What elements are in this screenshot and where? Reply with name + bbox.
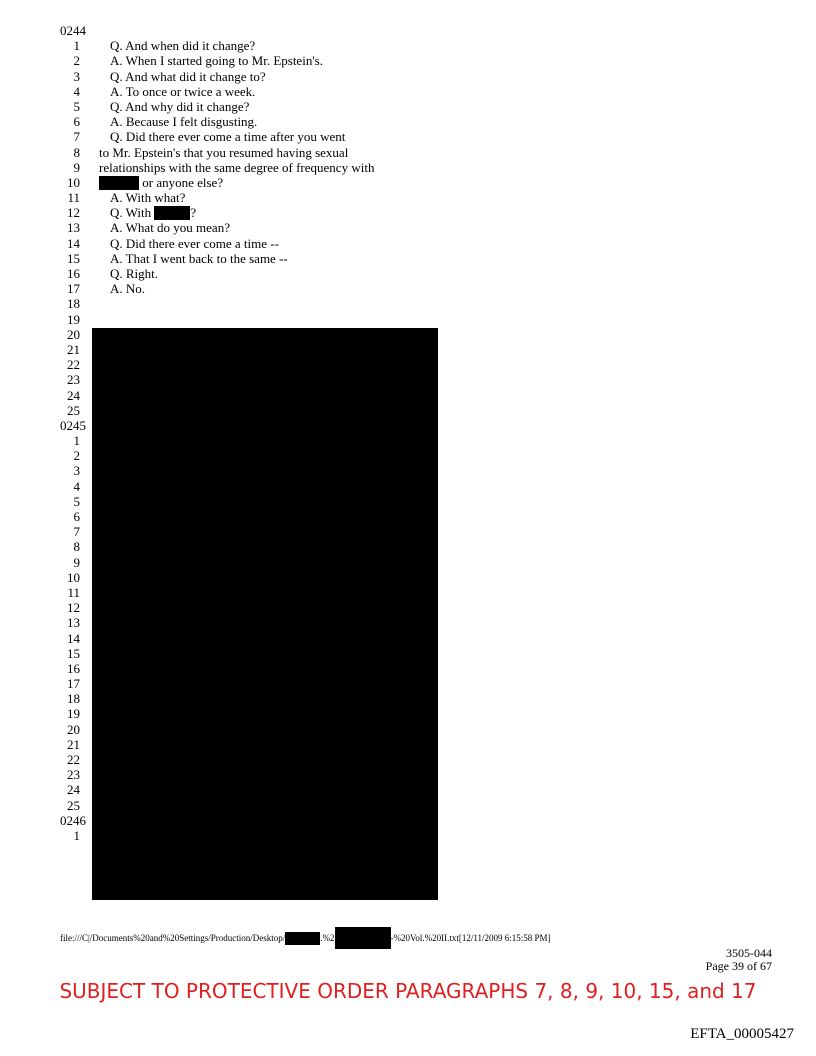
transcript-line bbox=[60, 160, 460, 175]
page-label: Page 39 of 67 bbox=[705, 959, 772, 973]
transcript-line bbox=[60, 53, 460, 68]
transcript-page-number: 0246 bbox=[60, 812, 86, 828]
line-number: 1 bbox=[73, 827, 80, 843]
transcript-line bbox=[60, 266, 460, 281]
line-number: 6 bbox=[73, 114, 80, 130]
transcript-line bbox=[60, 296, 460, 311]
line-number: 7 bbox=[73, 524, 80, 540]
transcript-line bbox=[60, 145, 460, 160]
name-redaction bbox=[154, 206, 190, 220]
line-number: 18 bbox=[67, 691, 80, 707]
line-number: 4 bbox=[73, 83, 80, 99]
line-text-segment: or anyone else? bbox=[139, 174, 224, 190]
line-number: 11 bbox=[67, 190, 80, 206]
transcript-line bbox=[60, 190, 460, 205]
line-number: 13 bbox=[67, 220, 80, 236]
line-text-segment: Q. With bbox=[110, 205, 155, 221]
line-text bbox=[99, 175, 223, 190]
line-text bbox=[110, 205, 196, 220]
transcript-line bbox=[60, 129, 460, 144]
line-number: 23 bbox=[67, 372, 80, 388]
line-number: 1 bbox=[73, 433, 80, 449]
transcript-page-number: 0244 bbox=[60, 23, 86, 38]
line-number: 4 bbox=[73, 478, 80, 494]
transcript-line bbox=[60, 99, 460, 114]
transcript-page-number: 0245 bbox=[60, 417, 86, 433]
line-text: Q. And what did it change to? bbox=[110, 68, 266, 84]
line-number: 3 bbox=[73, 68, 80, 84]
line-number: 16 bbox=[67, 266, 80, 281]
line-number: 15 bbox=[67, 250, 80, 266]
line-text: Q. And why did it change? bbox=[110, 98, 250, 114]
line-number: 12 bbox=[67, 205, 80, 221]
line-number: 18 bbox=[67, 296, 80, 312]
line-number: 21 bbox=[67, 341, 80, 357]
line-number: 9 bbox=[73, 159, 80, 175]
line-text: A. What do you mean? bbox=[110, 220, 230, 236]
transcript-line bbox=[60, 175, 460, 190]
line-text: Q. Did there ever come a time after you went bbox=[110, 129, 346, 145]
line-number: 2 bbox=[73, 53, 80, 69]
transcript-line bbox=[60, 69, 460, 84]
line-number: 22 bbox=[67, 752, 80, 767]
line-number: 21 bbox=[67, 736, 80, 752]
transcript-line bbox=[60, 236, 460, 251]
line-number: 10 bbox=[67, 174, 80, 190]
bates-block bbox=[706, 947, 772, 973]
file-path-mid: .%2 bbox=[320, 933, 335, 943]
line-text: relationships with the same degree of frequency with bbox=[99, 159, 375, 175]
line-number: 25 bbox=[67, 402, 80, 418]
line-number: 1 bbox=[73, 38, 80, 54]
line-number: 14 bbox=[67, 235, 80, 251]
transcript-line bbox=[60, 312, 460, 327]
transcript-line bbox=[60, 114, 460, 129]
line-number: 5 bbox=[73, 493, 80, 509]
line-number: 20 bbox=[67, 721, 80, 737]
line-number: 9 bbox=[73, 554, 80, 570]
name-redaction bbox=[99, 176, 139, 190]
protective-order-notice: SUBJECT TO PROTECTIVE ORDER PARAGRAPHS 7, 8, 9, 10, 15, and 17 bbox=[59, 979, 757, 1003]
line-number: 23 bbox=[67, 767, 80, 783]
transcript-line bbox=[60, 281, 460, 296]
file-path-end: -%20Vol.%20II.txt[12/11/2009 6:15:58 PM] bbox=[390, 933, 551, 943]
line-number: 15 bbox=[67, 645, 80, 661]
line-number: 13 bbox=[67, 615, 80, 631]
path-redaction bbox=[285, 932, 320, 945]
line-number: 6 bbox=[73, 509, 80, 524]
line-number: 22 bbox=[67, 357, 80, 373]
transcript-line bbox=[60, 38, 460, 53]
line-text: Q. And when did it change? bbox=[110, 38, 256, 54]
path-redaction bbox=[335, 927, 391, 949]
transcript-line bbox=[60, 84, 460, 99]
line-number: 14 bbox=[67, 630, 80, 646]
line-number: 11 bbox=[67, 584, 80, 600]
line-number: 17 bbox=[67, 676, 80, 692]
line-number: 16 bbox=[67, 660, 80, 676]
transcript-line bbox=[60, 251, 460, 266]
line-text: A. With what? bbox=[110, 190, 186, 206]
line-number: 19 bbox=[67, 311, 80, 327]
transcript-line bbox=[60, 23, 460, 38]
file-path-start: file:///C|/Documents%20and%20Settings/Production/Desktop/ bbox=[60, 933, 286, 943]
line-text: A. Because I felt disgusting. bbox=[110, 114, 258, 130]
line-number: 24 bbox=[67, 387, 80, 403]
file-path-footer bbox=[60, 927, 551, 949]
line-number: 24 bbox=[67, 782, 80, 798]
line-number: 10 bbox=[67, 569, 80, 585]
bates-number: 3505-044 bbox=[726, 946, 772, 960]
line-number: 5 bbox=[73, 98, 80, 114]
transcript-line bbox=[60, 220, 460, 235]
line-number: 2 bbox=[73, 448, 80, 464]
line-text: Q. Did there ever come a time -- bbox=[110, 235, 279, 251]
line-number: 7 bbox=[73, 129, 80, 145]
line-number: 8 bbox=[73, 539, 80, 555]
line-text: Q. Right. bbox=[110, 266, 159, 281]
line-text: A. No. bbox=[110, 281, 146, 297]
line-number: 25 bbox=[67, 797, 80, 813]
document-id: EFTA_00005427 bbox=[690, 1026, 794, 1042]
line-number: 20 bbox=[67, 326, 80, 342]
line-text: A. To once or twice a week. bbox=[110, 83, 256, 99]
line-text: to Mr. Epstein's that you resumed having sexual bbox=[99, 144, 349, 160]
line-number: 17 bbox=[67, 281, 80, 297]
line-text: A. When I started going to Mr. Epstein's. bbox=[110, 53, 323, 69]
line-number: 8 bbox=[73, 144, 80, 160]
line-number: 19 bbox=[67, 706, 80, 722]
redaction-block bbox=[92, 328, 438, 900]
line-text: A. That I went back to the same -- bbox=[110, 250, 288, 266]
line-number: 12 bbox=[67, 600, 80, 616]
line-number: 3 bbox=[73, 463, 80, 479]
transcript-line bbox=[60, 205, 460, 220]
line-text-segment: ? bbox=[190, 205, 197, 221]
